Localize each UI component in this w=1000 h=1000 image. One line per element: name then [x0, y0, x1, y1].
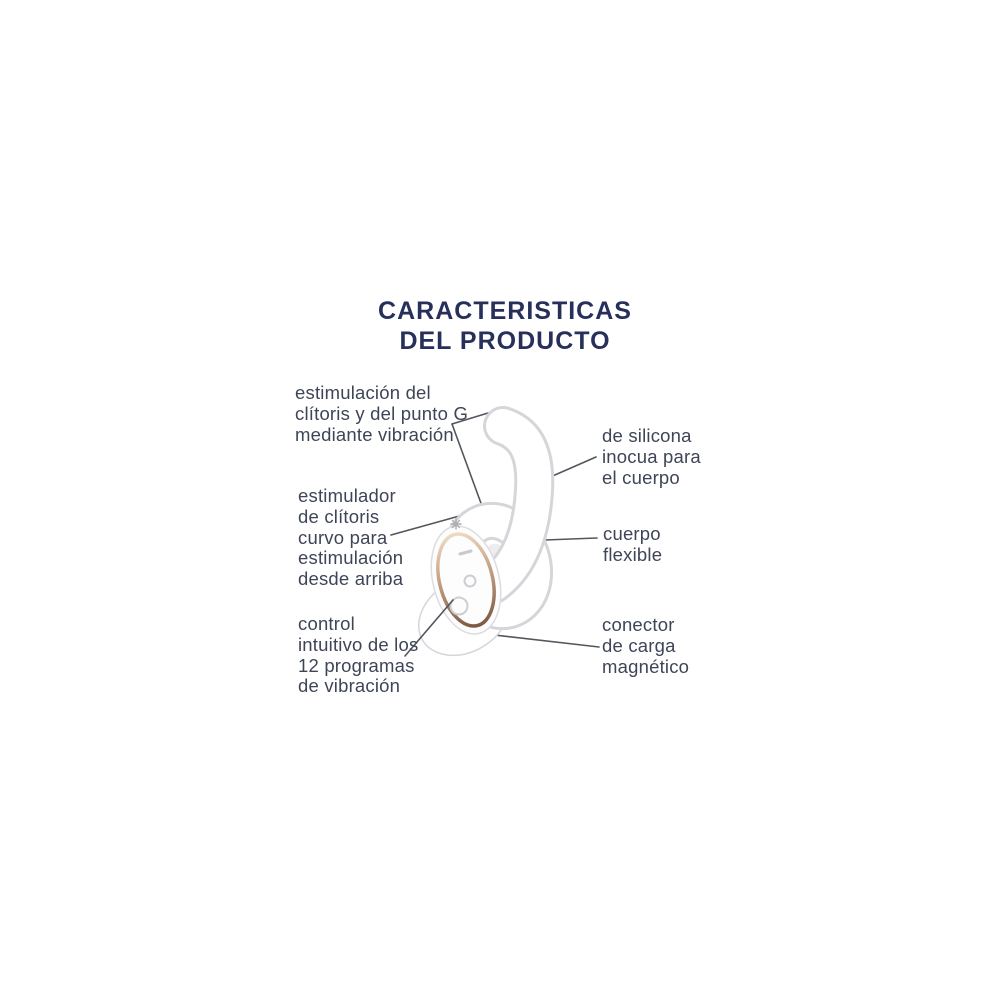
callout-text-line: de silicona: [602, 425, 692, 446]
callout-text-line: el cuerpo: [602, 466, 680, 488]
sparkle-logo-icon: [451, 519, 461, 529]
callout-text-line: cuerpo: [603, 523, 661, 544]
callout-text-line: desde arriba: [298, 568, 404, 590]
callout-intuitive-control: [298, 614, 418, 697]
callout-magnetic-charger: [602, 615, 689, 677]
page-title-line-1: CARACTERISTICAS: [378, 297, 632, 325]
callout-text-line: de vibración: [298, 675, 401, 697]
callout-text-line: clítoris y del punto G: [295, 402, 469, 424]
callout-text-line: de carga: [602, 634, 676, 656]
callout-text-line: estimulación del: [295, 382, 431, 403]
callout-line-silicone: [548, 457, 596, 478]
small-round-button: [465, 576, 476, 587]
callout-text-line: intuitivo de los: [298, 633, 419, 655]
callout-line-flexible: [545, 538, 597, 540]
product-illustration: [404, 426, 545, 671]
callout-flexible-body: [603, 524, 662, 566]
callout-text-line: estimulación: [298, 547, 404, 569]
callout-text-line: magnético: [602, 655, 690, 677]
callout-text-line: de clítoris: [298, 505, 380, 527]
callout-body-safe-silicone: [602, 426, 701, 488]
callout-vibration-stimulation: [295, 383, 468, 445]
page-title-line-2: DEL PRODUCTO: [399, 327, 611, 355]
callout-text-line: 12 programas: [298, 654, 415, 676]
callout-text-line: inocua para: [602, 445, 701, 467]
callout-text-line: conector: [602, 614, 675, 635]
callout-text-line: curvo para: [298, 526, 388, 548]
callout-text-line: estimulador: [298, 485, 396, 506]
callout-text-line: flexible: [603, 543, 663, 565]
callout-text-line: control: [298, 613, 355, 634]
callout-text-line: mediante vibración: [295, 423, 454, 445]
callout-clitoris-stimulator: [298, 486, 403, 590]
